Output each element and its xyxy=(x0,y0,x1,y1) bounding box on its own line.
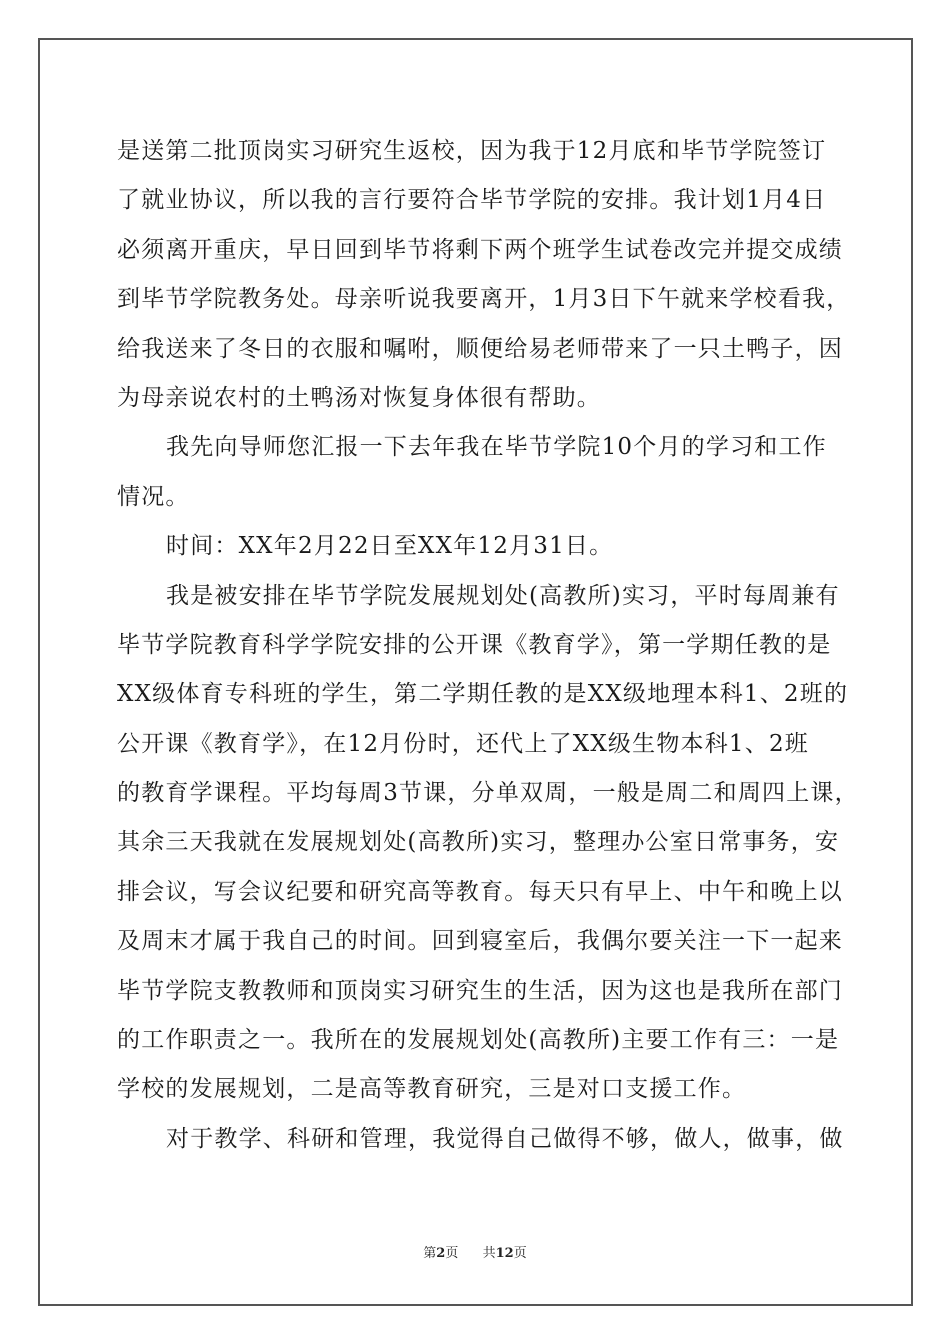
text-line: 毕节学院支教教师和顶岗实习研究生的生活，因为这也是我所在部门 xyxy=(117,977,843,1004)
text-line: 情况。 xyxy=(117,483,190,510)
text-line: 学校的发展规划，二是高等教育研究，三是对口支援工作。 xyxy=(117,1076,747,1103)
paragraph xyxy=(117,1115,844,1164)
text-line: 的教育学课程。平均每周3节课，分单双周，一般是周二和周四上课， xyxy=(117,780,859,807)
current-page-number: 2 xyxy=(436,1246,446,1261)
paragraph xyxy=(117,127,851,423)
text-line: 我是被安排在毕节学院发展规划处(高教所)实习，平时每周兼有 xyxy=(166,582,840,609)
paragraph xyxy=(117,423,835,522)
paragraph xyxy=(117,522,835,571)
total-page-count: 12 xyxy=(495,1246,514,1261)
paragraph xyxy=(117,572,859,1115)
text-line: 毕节学院教育科学学院安排的公开课《教育学》，第一学期任教的是 xyxy=(117,631,832,658)
text-line: 了就业协议，所以我的言行要符合毕节学院的安排。我计划1月4日 xyxy=(117,187,827,214)
page-indicator xyxy=(423,1246,462,1261)
text-line: 排会议，写会议纪要和研究高等教育。每天只有早上、中午和晚上以 xyxy=(117,878,843,905)
text-line: 其余三天我就在发展规划处(高教所)实习，整理办公室日常事务，安 xyxy=(117,829,840,856)
text-line: 到毕节学院教务处。母亲听说我要离开，1月3日下午就来学校看我， xyxy=(117,286,851,313)
page-suffix: 页 xyxy=(445,1246,459,1261)
page-prefix: 第 xyxy=(423,1246,437,1261)
text-line: 给我送来了冬日的衣服和嘱咐，顺便给易老师带来了一只土鸭子，因 xyxy=(117,335,843,362)
total-suffix: 页 xyxy=(513,1246,527,1261)
text-line: 为母亲说农村的土鸭汤对恢复身体很有帮助。 xyxy=(117,384,601,411)
text-line: 我先向导师您汇报一下去年我在毕节学院10个月的学习和工作 xyxy=(166,434,827,461)
text-line: 的工作职责之一。我所在的发展规划处(高教所)主要工作有三：一是 xyxy=(117,1027,840,1054)
page-footer xyxy=(0,1242,950,1261)
document-body xyxy=(117,127,859,1164)
text-line: 时间：XX年2月22日至XX年12月31日。 xyxy=(166,533,614,560)
text-line: 公开课《教育学》，在12月份时，还代上了XX级生物本科1、2班 xyxy=(117,730,809,757)
page-total-indicator xyxy=(483,1246,527,1261)
text-line: 是送第二批顶岗实习研究生返校，因为我于12月底和毕节学院签订 xyxy=(117,138,827,164)
text-line: 及周末才属于我自己的时间。回到寝室后，我偶尔要关注一下一起来 xyxy=(117,928,843,955)
total-prefix: 共 xyxy=(482,1246,496,1261)
text-line: 必须离开重庆，早日回到毕节将剩下两个班学生试卷改完并提交成绩 xyxy=(117,236,843,263)
text-line: 对于教学、科研和管理，我觉得自己做得不够，做人，做事，做 xyxy=(166,1125,844,1152)
text-line: XX级体育专科班的学生，第二学期任教的是XX级地理本科1、2班的 xyxy=(117,681,849,708)
